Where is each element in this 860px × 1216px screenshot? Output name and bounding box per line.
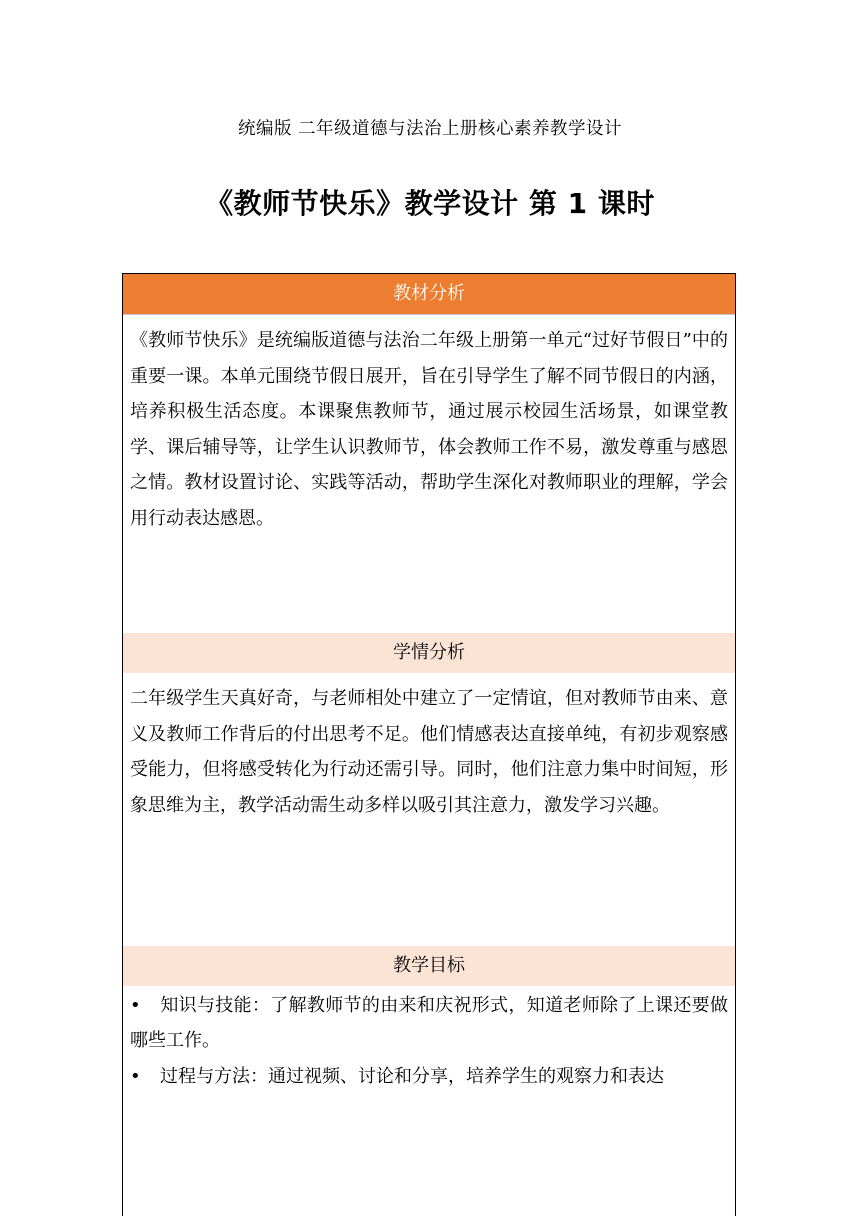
goal-text: 过程与方法：通过视频、讨论和分享，培养学生的观察力和表达 <box>160 1066 664 1087</box>
teaching-goals-list <box>123 986 735 1094</box>
goal-text: 知识与技能：了解教师节的由来和庆祝形式，知道老师除了上课还要做哪些工作。 <box>130 995 728 1051</box>
bullet-icon: • <box>130 1066 141 1087</box>
lesson-plan-table <box>122 273 736 1216</box>
section-heading-teaching-goals: 教学目标 <box>123 946 735 986</box>
section-heading-student-analysis: 学情分析 <box>123 633 735 673</box>
bullet-icon: • <box>130 995 141 1016</box>
textbook-analysis-text: 《教师节快乐》是统编版道德与法治二年级上册第一单元“过好节假日”中的重要一课。本单元围绕节假日展开，旨在引导学生了解不同节假日的内涵，培养积极生活态度。本课聚焦教师节，通过展示校园生活场景，如课堂教学、课后辅导等，让学生认识教师节，体会教师工作不易，激发尊重与感恩之情。教材设置讨论、实践等活动，帮助学生深化对教师职业的理解，学会用行动表达感恩。 <box>130 330 728 529</box>
document-subtitle: 统编版 二年级道德与法治上册核心素养教学设计 <box>237 119 623 139</box>
document-title: 《教师节快乐》教学设计 第 1 课时 <box>205 187 655 220</box>
list-item <box>130 988 728 1058</box>
student-analysis-text: 二年级学生天真好奇，与老师相处中建立了一定情谊，但对教师节由来、意义及教师工作背后的付出思考不足。他们情感表达直接单纯，有初步观察感受能力，但将感受转化为行动还需引导。同时，他们注意力集中时间短，形象思维为主，教学活动需生动多样以吸引其注意力，激发学习兴趣。 <box>130 688 728 816</box>
section-heading-textbook-analysis: 教材分析 <box>123 274 735 315</box>
list-item <box>130 1059 728 1094</box>
